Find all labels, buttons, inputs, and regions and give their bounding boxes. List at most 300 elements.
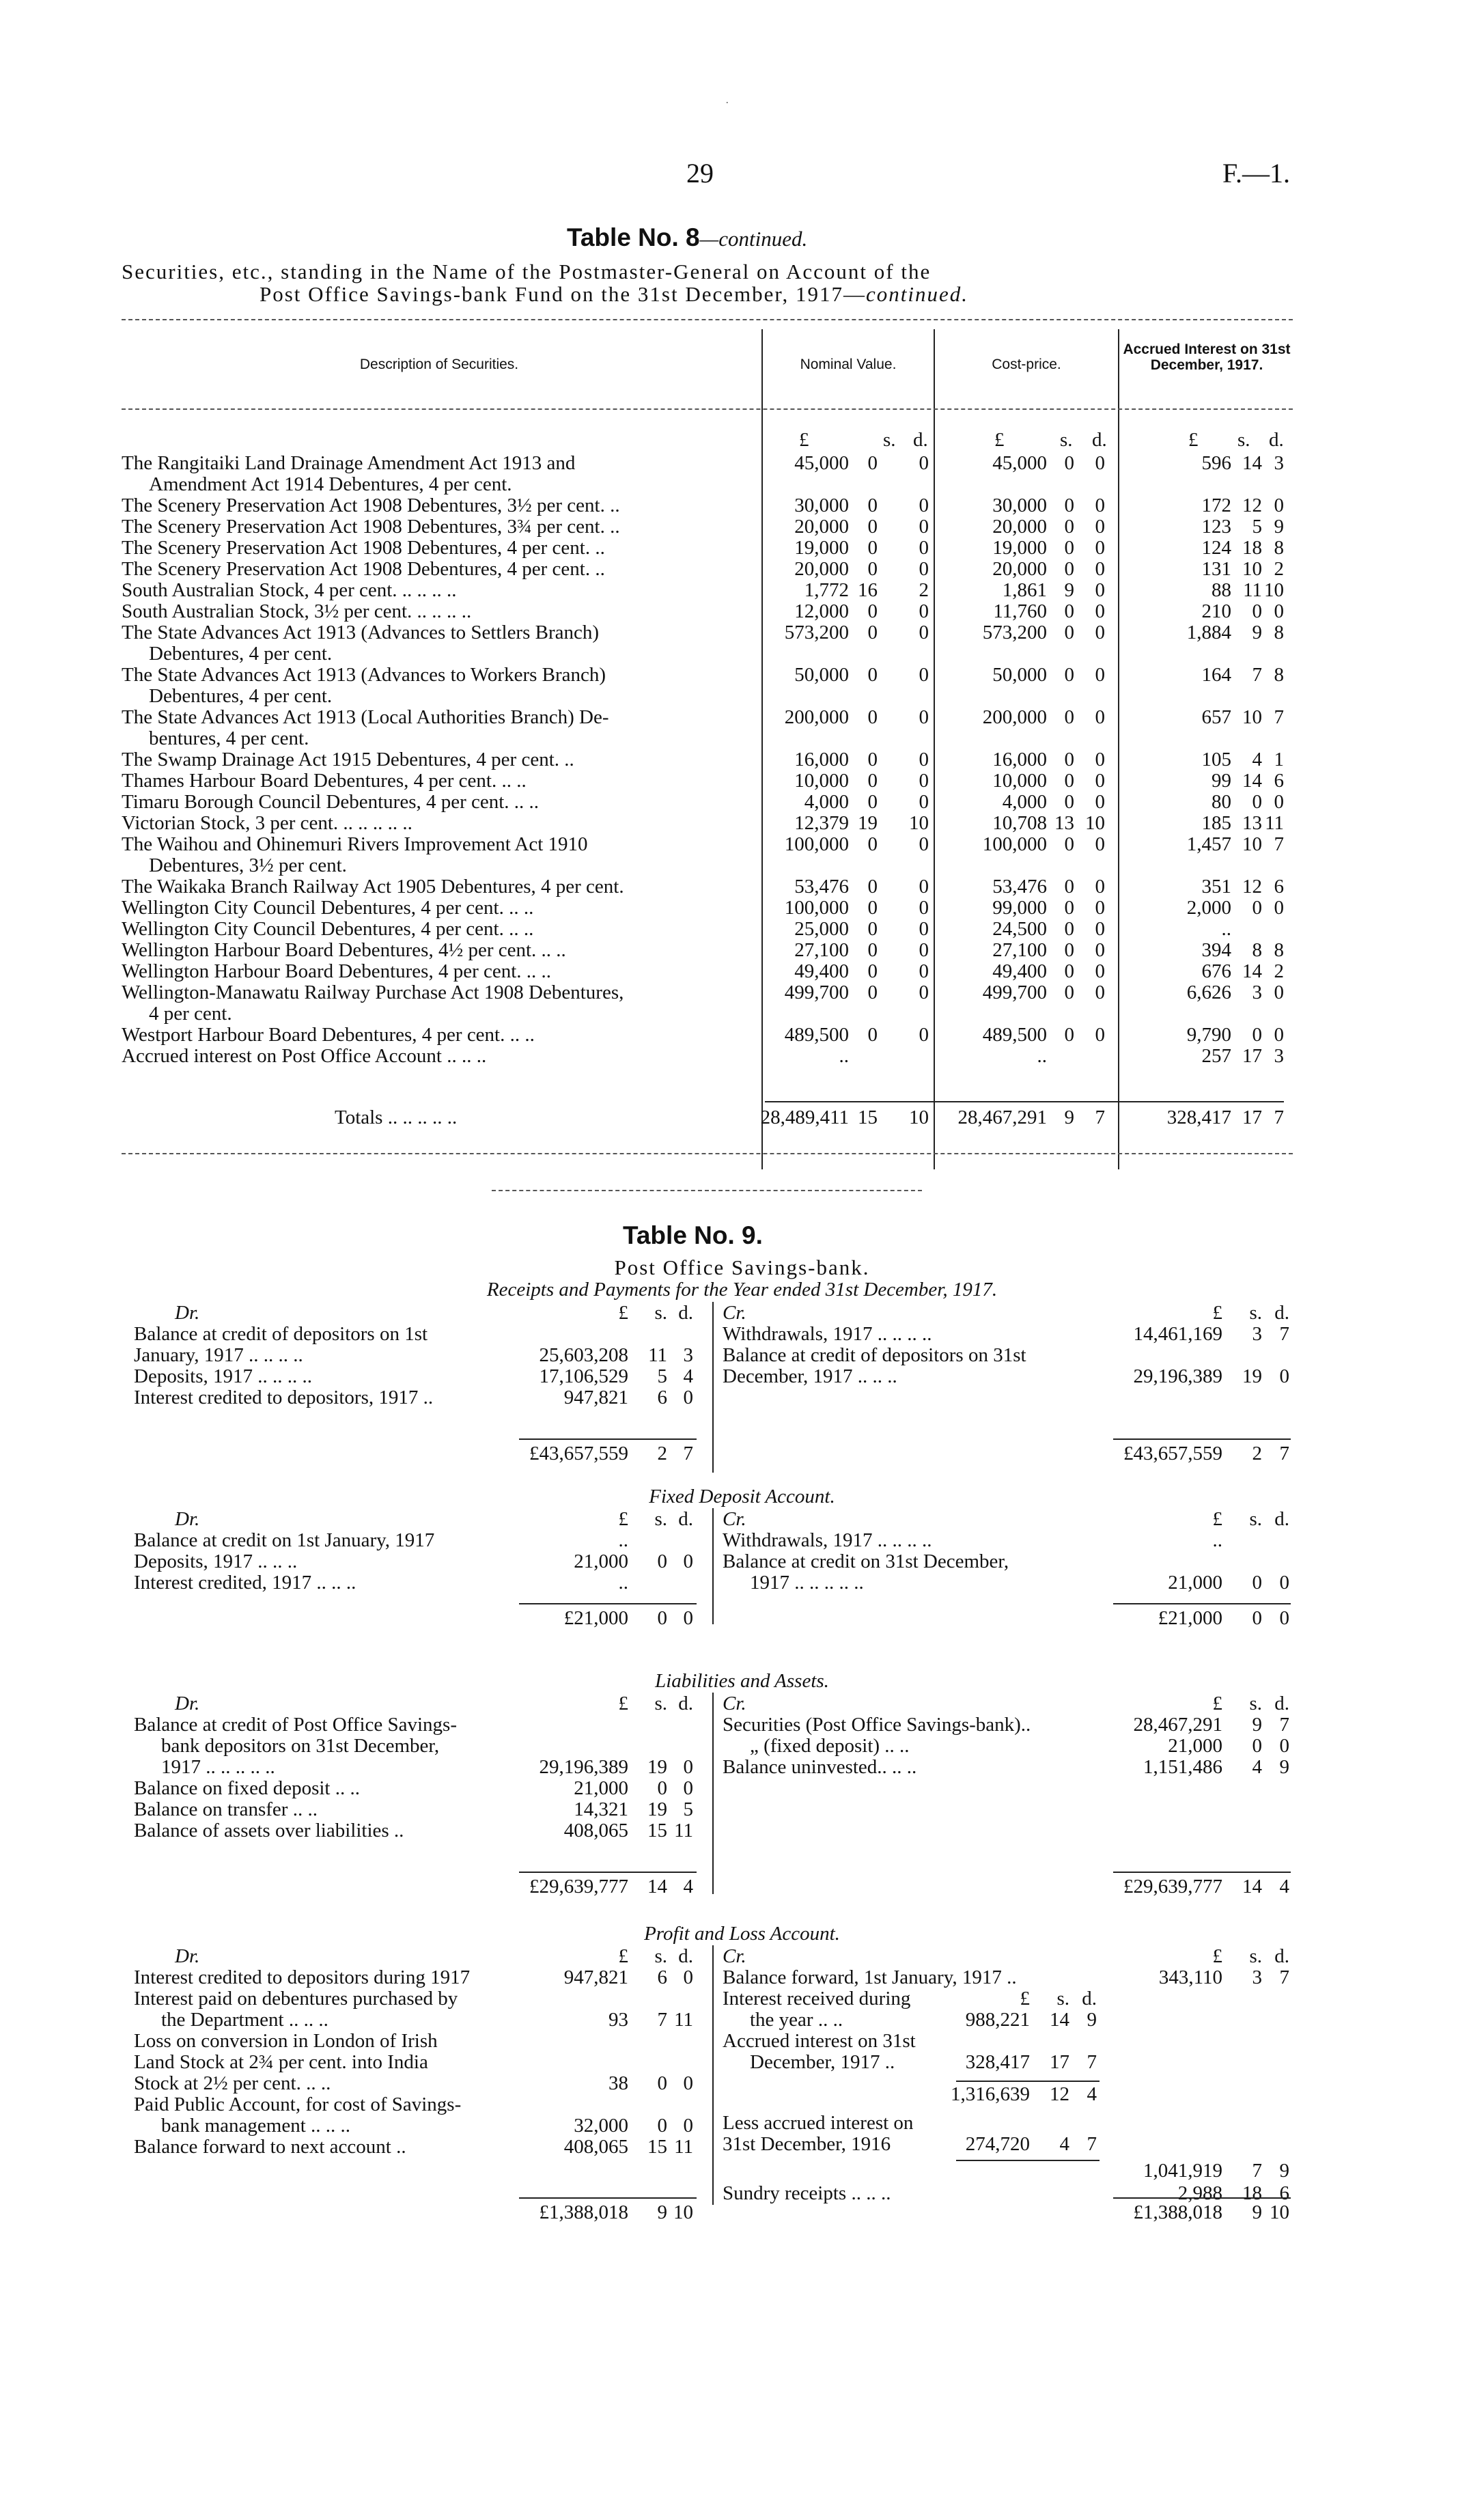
table9-subtitle: Post Office Savings-bank. [614, 1255, 870, 1279]
cost-price-pence: 0 [1095, 939, 1105, 961]
nominal-value-shillings: 0 [867, 1024, 878, 1046]
nominal-value-pounds: 53,476 [794, 876, 849, 898]
total-right-pence: 10 [1270, 2201, 1289, 2223]
cost-price-pence: 0 [1095, 579, 1105, 601]
dr-label: Dr. [175, 1945, 200, 1967]
table8-bottom-rule [122, 1153, 1293, 1154]
security-description: Thames Harbour Board Debentures, 4 per cent. .. .. [122, 770, 527, 792]
line-amount-shillings: 0 [1252, 1735, 1262, 1757]
line-amount-pence: 0 [683, 1777, 693, 1799]
security-description: South Australian Stock, 4 per cent. .. .. .. .. [122, 579, 457, 601]
accrued-interest-shillings: 10 [1242, 558, 1262, 580]
table-row [0, 1024, 1484, 1045]
total-right-shillings: 9 [1252, 2201, 1262, 2223]
unit-s: s. [654, 1945, 667, 1967]
accrued-interest-shillings: 8 [1252, 939, 1262, 961]
cost-price-pence: 0 [1095, 960, 1105, 982]
unit-pound: £ [994, 429, 1005, 451]
unit-pound: £ [1188, 429, 1199, 451]
line-amount-pence: 0 [683, 1756, 693, 1778]
line-amount-shillings: 19 [647, 1756, 667, 1778]
accrued-interest-pounds: 394 [1201, 939, 1231, 961]
nominal-value-pence: 0 [919, 770, 929, 792]
account-line: the Department .. .. .. [161, 2009, 328, 2031]
security-description: Wellington City Council Debentures, 4 per cent. .. .. [122, 897, 534, 919]
line-amount-pence: 0 [1279, 1365, 1289, 1387]
unit-pound: £ [618, 1508, 628, 1530]
cost-price-pence: 0 [1095, 706, 1105, 728]
security-description: Debentures, 3½ per cent. [149, 854, 347, 876]
account-line: Interest received during [723, 1988, 911, 2010]
total-left-shillings: 14 [647, 1876, 667, 1897]
unit-s: s. [1237, 429, 1250, 451]
cost-price-shillings: 13 [1054, 812, 1074, 834]
nominal-value-pence: 0 [919, 622, 929, 643]
cost-price-pounds: 100,000 [982, 833, 1047, 855]
account-line: Balance of assets over liabilities .. [134, 1820, 404, 1841]
nominal-value-shillings: 0 [867, 558, 878, 580]
accrued-interest-shillings: 10 [1242, 706, 1262, 728]
forward-amount-pence: 7 [1279, 1966, 1289, 1988]
security-description: The State Advances Act 1913 (Local Authorities Branch) De- [122, 706, 609, 728]
account-line: December, 1917 .. .. .. [723, 1365, 897, 1387]
line-amount-pence: 4 [683, 1365, 693, 1387]
nominal-value-pence: 0 [919, 495, 929, 516]
account-line: Deposits, 1917 .. .. .. .. [134, 1365, 312, 1387]
accrued-interest-pounds: 124 [1201, 537, 1231, 559]
nominal-value-pence: 0 [919, 939, 929, 961]
line-amount-pounds: 14,321 [574, 1798, 628, 1820]
line-amount-pence: 0 [1279, 1572, 1289, 1594]
accrued-interest-pence: 6 [1274, 770, 1284, 792]
sundry-receipts-pounds: 2,988 [1177, 2182, 1222, 2204]
line-amount-shillings: 5 [657, 1365, 667, 1387]
cost-price-shillings: 0 [1064, 558, 1074, 580]
nominal-value-pounds: .. [839, 1045, 849, 1067]
cost-price-pounds: 53,476 [992, 876, 1047, 898]
line-amount-pounds: 21,000 [1168, 1572, 1222, 1594]
accrued-interest-pounds: 164 [1201, 664, 1231, 686]
unit-pound: £ [1212, 1302, 1222, 1324]
accrued-interest-pence: 8 [1274, 537, 1284, 559]
line-amount-shillings: 0 [657, 2115, 667, 2137]
accrued-interest-pounds: 257 [1201, 1045, 1231, 1067]
nominal-value-pence: 2 [919, 579, 929, 601]
cost-price-pounds: 4,000 [1002, 791, 1047, 813]
total-rule [519, 1603, 697, 1604]
security-description: Accrued interest on Post Office Account .. .. .. [122, 1045, 487, 1067]
dr-label: Dr. [175, 1693, 200, 1714]
total-left-pence: 10 [673, 2201, 693, 2223]
accrued-interest-pence: 0 [1274, 600, 1284, 622]
total-right-shillings: 0 [1252, 1607, 1262, 1629]
accrued-interest-pounds: 88 [1212, 579, 1231, 601]
accrued-interest-pounds: 2,000 [1186, 897, 1231, 919]
cost-price-pounds: 99,000 [992, 897, 1047, 919]
cost-price-pence: 0 [1095, 982, 1105, 1003]
accrued-interest-shillings: 17 [1050, 2051, 1069, 2073]
accrued-interest-pence: 8 [1274, 939, 1284, 961]
account-line: „ (fixed deposit) .. .. [750, 1735, 910, 1757]
unit-pound: £ [1020, 1988, 1030, 2010]
accrued-interest-shillings: 7 [1252, 664, 1262, 686]
cost-price-pounds: 16,000 [992, 749, 1047, 770]
account-line: Loss on conversion in London of Irish [134, 2030, 438, 2052]
net-interest-pounds: 1,041,919 [1143, 2160, 1222, 2182]
cost-price-shillings: 0 [1064, 495, 1074, 516]
unit-d: d. [1274, 1945, 1289, 1967]
accrued-interest-pence: 0 [1274, 897, 1284, 919]
accrued-interest-shillings: 0 [1252, 600, 1262, 622]
cost-price-shillings: 0 [1064, 1024, 1074, 1046]
security-description: The Scenery Preservation Act 1908 Debentures, 4 per cent. .. [122, 558, 605, 580]
account-line: Accrued interest on 31st [723, 2030, 916, 2052]
line-amount-pounds: 32,000 [574, 2115, 628, 2137]
accrued-interest-pounds: 657 [1201, 706, 1231, 728]
cost-price-shillings: 0 [1064, 833, 1074, 855]
table8-subtitle-line1: Securities, etc., standing in the Name of the Postmaster-General on Account of the [122, 260, 932, 283]
security-description: Wellington-Manawatu Railway Purchase Act 1908 Debentures, [122, 982, 624, 1003]
cr-label: Cr. [723, 1508, 746, 1530]
total-right-shillings: 14 [1242, 1876, 1262, 1897]
totals-cost-d: 7 [1095, 1107, 1105, 1128]
forward-amount-shillings: 3 [1252, 1966, 1262, 1988]
interest-received-pence: 9 [1087, 2009, 1097, 2031]
account-line: Balance on transfer .. .. [134, 1798, 318, 1820]
cost-price-pence: 0 [1095, 600, 1105, 622]
cost-price-pence: 0 [1095, 897, 1105, 919]
account-line: Interest paid on debentures purchased by [134, 1988, 458, 2010]
nominal-value-pence: 0 [919, 791, 929, 813]
cost-price-pounds: 30,000 [992, 495, 1047, 516]
unit-d: d. [913, 429, 928, 451]
line-amount-pounds: 17,106,529 [539, 1365, 628, 1387]
line-amount-pounds: 38 [608, 2072, 628, 2094]
accrued-interest-pounds: 596 [1201, 452, 1231, 474]
unit-pound: £ [618, 1693, 628, 1714]
nominal-value-pounds: 100,000 [784, 833, 849, 855]
line-amount-pence: 7 [1279, 1323, 1289, 1345]
line-amount-pence: 3 [683, 1344, 693, 1366]
security-description: Wellington Harbour Board Debentures, 4½ per cent. .. .. [122, 939, 566, 961]
line-amount-pounds: 21,000 [574, 1777, 628, 1799]
subtotal-shillings: 12 [1050, 2083, 1069, 2105]
nominal-value-shillings: 0 [867, 833, 878, 855]
nominal-value-pounds: 50,000 [794, 664, 849, 686]
account-line: Balance at credit of depositors on 1st [134, 1323, 428, 1345]
account-line: Withdrawals, 1917 .. .. .. .. [723, 1529, 932, 1551]
line-amount-pounds: 29,196,389 [539, 1756, 628, 1778]
security-description: The Rangitaiki Land Drainage Amendment Act 1913 and [122, 452, 576, 474]
nominal-value-shillings: 0 [867, 876, 878, 898]
total-left-pence: 4 [683, 1876, 693, 1897]
total-rule [1113, 1438, 1291, 1440]
accrued-interest-shillings: 14 [1242, 770, 1262, 792]
line-amount-pence: 0 [683, 1387, 693, 1408]
cost-price-pence: 0 [1095, 918, 1105, 940]
accrued-interest-pence: 0 [1274, 495, 1284, 516]
account-line: 1917 .. .. .. .. .. [161, 1756, 275, 1778]
total-right-shillings: 2 [1252, 1443, 1262, 1464]
unit-s: s. [1249, 1508, 1262, 1530]
table-row [0, 706, 1484, 749]
cr-label: Cr. [723, 1945, 746, 1967]
account-line: Balance forward to next account .. [134, 2136, 406, 2158]
dr-label: Dr. [175, 1302, 200, 1324]
totals-cost-s: 9 [1064, 1107, 1074, 1128]
cost-price-pence: 0 [1095, 1024, 1105, 1046]
sundry-receipts-pence: 6 [1279, 2182, 1289, 2204]
forward-amount-pounds: 343,110 [1158, 1966, 1222, 1988]
accrued-interest-pence: 0 [1274, 982, 1284, 1003]
account-divider [712, 1693, 714, 1894]
accrued-interest-pence: 0 [1274, 791, 1284, 813]
subtotal-pence: 4 [1087, 2083, 1097, 2105]
line-amount-pence: 11 [674, 2009, 693, 2031]
totals-nominal-s: 15 [858, 1107, 878, 1128]
security-description: Timaru Borough Council Debentures, 4 per cent. .. .. [122, 791, 540, 813]
col-accrued: Accrued Interest on 31st December, 1917. [1123, 342, 1291, 373]
cost-price-pounds: 11,760 [993, 600, 1047, 622]
account-divider [712, 1508, 714, 1624]
nominal-value-pounds: 20,000 [794, 516, 849, 538]
cost-price-shillings: 0 [1064, 600, 1074, 622]
accrued-interest-pounds: .. [1221, 918, 1231, 940]
line-amount-pounds: 21,000 [574, 1550, 628, 1572]
security-description: Amendment Act 1914 Debentures, 4 per cent. [149, 473, 512, 495]
security-description: The Scenery Preservation Act 1908 Debentures, 3¾ per cent. .. [122, 516, 620, 538]
accrued-interest-shillings: 14 [1242, 452, 1262, 474]
totals-accrued-d: 7 [1274, 1107, 1284, 1128]
unit-d: d. [1274, 1508, 1289, 1530]
accrued-interest-pounds: 99 [1212, 770, 1231, 792]
totals-nominal: 28,489,411 [760, 1107, 849, 1128]
nominal-value-pence: 0 [919, 982, 929, 1003]
nominal-value-shillings: 16 [858, 579, 878, 601]
nominal-value-pounds: 12,379 [794, 812, 849, 834]
security-description: Wellington Harbour Board Debentures, 4 per cent. .. .. [122, 960, 552, 982]
fixed-deposit-title: Fixed Deposit Account. [649, 1486, 835, 1507]
line-amount-pence: 0 [683, 2072, 693, 2094]
accrued-interest-pence: 8 [1274, 664, 1284, 686]
net-interest-shillings: 7 [1252, 2160, 1262, 2182]
accrued-interest-pounds: 6,626 [1186, 982, 1231, 1003]
cost-price-pence: 10 [1085, 812, 1105, 834]
line-amount-pounds: .. [618, 1572, 628, 1594]
accrued-interest-shillings: 17 [1242, 1045, 1262, 1067]
nominal-value-shillings: 0 [867, 960, 878, 982]
nominal-value-pence: 0 [919, 833, 929, 855]
nominal-value-shillings: 0 [867, 452, 878, 474]
line-amount-pence: 0 [1279, 1735, 1289, 1757]
total-right-pounds: £29,639,777 [1123, 1876, 1222, 1897]
cost-price-shillings: 0 [1064, 876, 1074, 898]
accrued-interest-pounds: 131 [1201, 558, 1231, 580]
unit-d: d. [678, 1693, 693, 1714]
unit-s: s. [654, 1302, 667, 1324]
cost-price-pounds: 45,000 [992, 452, 1047, 474]
line-amount-shillings: 7 [657, 2009, 667, 2031]
unit-s: s. [1249, 1302, 1262, 1324]
accrued-interest-pounds: 328,417 [965, 2051, 1030, 2073]
total-left-pounds: £1,388,018 [539, 2201, 628, 2223]
accrued-interest-pence: 9 [1274, 516, 1284, 538]
nominal-value-pence: 0 [919, 537, 929, 559]
account-line: Withdrawals, 1917 .. .. .. .. [723, 1323, 932, 1345]
cost-price-shillings: 0 [1064, 664, 1074, 686]
accrued-interest-pounds: 676 [1201, 960, 1231, 982]
nominal-value-shillings: 0 [867, 939, 878, 961]
unit-pound: £ [618, 1945, 628, 1967]
line-amount-pounds: 1,151,486 [1143, 1756, 1222, 1778]
line-amount-pounds: 947,821 [563, 1966, 628, 1988]
cost-price-shillings: 0 [1064, 706, 1074, 728]
line-amount-pence: 11 [674, 1820, 693, 1841]
accrued-interest-shillings: 12 [1242, 495, 1262, 516]
cost-price-pence: 0 [1095, 664, 1105, 686]
nominal-value-pounds: 12,000 [794, 600, 849, 622]
cost-price-shillings: 0 [1064, 897, 1074, 919]
table-row [0, 537, 1484, 558]
liabilities-title: Liabilities and Assets. [655, 1670, 829, 1692]
page-code: F.—1. [1222, 158, 1291, 189]
total-left-pence: 7 [683, 1443, 693, 1464]
total-rule [1113, 1872, 1291, 1873]
accrued-interest-pence: 10 [1264, 579, 1284, 601]
nominal-value-pounds: 200,000 [784, 706, 849, 728]
accrued-interest-pence: 7 [1274, 706, 1284, 728]
total-rule [519, 2197, 697, 2199]
totals-nominal-d: 10 [909, 1107, 929, 1128]
line-amount-shillings: 0 [657, 1777, 667, 1799]
line-amount-pence: 9 [1279, 1756, 1289, 1778]
cost-price-shillings: 0 [1064, 749, 1074, 770]
account-line: 31st December, 1916 [723, 2133, 891, 2155]
nominal-value-shillings: 0 [867, 664, 878, 686]
interest-received-shillings: 14 [1050, 2009, 1069, 2031]
security-description: Westport Harbour Board Debentures, 4 per cent. .. .. [122, 1024, 535, 1046]
total-left-shillings: 2 [657, 1443, 667, 1464]
nominal-value-shillings: 0 [867, 897, 878, 919]
unit-s: s. [1249, 1945, 1262, 1967]
accrued-interest-shillings: 14 [1242, 960, 1262, 982]
account-line: 1917 .. .. .. .. .. [750, 1572, 864, 1594]
accrued-interest-pence: 3 [1274, 1045, 1284, 1067]
cost-price-shillings: 0 [1064, 537, 1074, 559]
account-divider [712, 1302, 714, 1473]
cost-price-pounds: 200,000 [982, 706, 1047, 728]
table8-subtitle-line2: Post Office Savings-bank Fund on the 31st December, 1917—continued. [260, 282, 968, 306]
cost-price-pounds: 489,500 [982, 1024, 1047, 1046]
nominal-value-pounds: 100,000 [784, 897, 849, 919]
accrued-interest-shillings: 0 [1252, 1024, 1262, 1046]
cost-price-pounds: 27,100 [992, 939, 1047, 961]
nominal-value-shillings: 0 [867, 982, 878, 1003]
account-line: Balance uninvested.. .. .. [723, 1756, 917, 1778]
accrued-interest-shillings: 12 [1242, 876, 1262, 898]
accrued-interest-shillings: 11 [1243, 579, 1262, 601]
cost-price-pence: 0 [1095, 622, 1105, 643]
table-row [0, 982, 1484, 1025]
nominal-value-pence: 0 [919, 1024, 929, 1046]
accrued-interest-pounds: 1,457 [1186, 833, 1231, 855]
table9-caption: Receipts and Payments for the Year ended 31st December, 1917. [486, 1279, 998, 1301]
account-line: Balance at credit of Post Office Savings- [134, 1714, 457, 1736]
accrued-interest-shillings: 5 [1252, 516, 1262, 538]
account-line: Sundry receipts .. .. .. [723, 2182, 891, 2204]
nominal-value-shillings: 0 [867, 622, 878, 643]
net-interest-pence: 9 [1279, 2160, 1289, 2182]
security-description: The State Advances Act 1913 (Advances to Settlers Branch) [122, 622, 600, 643]
unit-pound: £ [1212, 1508, 1222, 1530]
nominal-value-pounds: 573,200 [784, 622, 849, 643]
totals-accrued: 328,417 [1166, 1107, 1231, 1128]
account-line: Interest credited, 1917 .. .. .. [134, 1572, 356, 1594]
total-left-pounds: £21,000 [563, 1607, 628, 1629]
cost-price-shillings: 0 [1064, 516, 1074, 538]
nominal-value-pence: 0 [919, 960, 929, 982]
cost-price-shillings: 0 [1064, 960, 1074, 982]
account-line: Paid Public Account, for cost of Savings- [134, 2094, 462, 2115]
line-amount-pounds: 408,065 [563, 1820, 628, 1841]
total-right-pence: 7 [1279, 1443, 1289, 1464]
col-cost: Cost-price. [992, 357, 1061, 372]
accrued-interest-pounds: 80 [1212, 791, 1231, 813]
nominal-value-pounds: 4,000 [804, 791, 849, 813]
accrued-interest-pence: 0 [1274, 1024, 1284, 1046]
security-description: bentures, 4 per cent. [149, 727, 309, 749]
nominal-value-pounds: 49,400 [794, 960, 849, 982]
cost-price-pence: 0 [1095, 452, 1105, 474]
account-line: Balance on fixed deposit .. .. [134, 1777, 360, 1799]
account-line: bank depositors on 31st December, [161, 1735, 440, 1757]
security-description: Debentures, 4 per cent. [149, 643, 333, 665]
table-row [0, 833, 1484, 876]
nominal-value-pounds: 489,500 [784, 1024, 849, 1046]
line-amount-shillings: 0 [657, 1550, 667, 1572]
unit-s: s. [883, 429, 896, 451]
line-amount-shillings: 9 [1252, 1714, 1262, 1736]
totals-label: Totals .. .. .. .. .. [335, 1107, 458, 1128]
account-line: Balance at credit on 1st January, 1917 [134, 1529, 435, 1551]
line-amount-pence: 5 [683, 1798, 693, 1820]
nominal-value-pounds: 45,000 [794, 452, 849, 474]
table-row [0, 495, 1484, 516]
cost-price-pence: 0 [1095, 516, 1105, 538]
unit-pound: £ [799, 429, 809, 451]
account-line: Deposits, 1917 .. .. .. [134, 1550, 298, 1572]
line-amount-pounds: 25,603,208 [539, 1344, 628, 1366]
security-description: Wellington City Council Debentures, 4 per cent. .. .. [122, 918, 534, 940]
nominal-value-shillings: 0 [867, 706, 878, 728]
unit-pound: £ [1212, 1945, 1222, 1967]
subtotal-rule [956, 2081, 1100, 2082]
cost-price-shillings: 0 [1064, 770, 1074, 792]
cost-price-pounds: 50,000 [992, 664, 1047, 686]
line-amount-pounds: 947,821 [563, 1387, 628, 1408]
line-amount-shillings: 3 [1252, 1323, 1262, 1345]
table-row [0, 452, 1484, 495]
table-row [0, 622, 1484, 665]
less-accrued-shillings: 4 [1059, 2133, 1069, 2155]
cost-price-pounds: 1,861 [1002, 579, 1047, 601]
account-line: the year .. .. [750, 2009, 843, 2031]
accrued-interest-shillings: 4 [1252, 749, 1262, 770]
accrued-interest-pence: 11 [1265, 812, 1284, 834]
cost-price-pounds: 49,400 [992, 960, 1047, 982]
nominal-value-shillings: 0 [867, 791, 878, 813]
line-amount-shillings: 11 [648, 1344, 667, 1366]
